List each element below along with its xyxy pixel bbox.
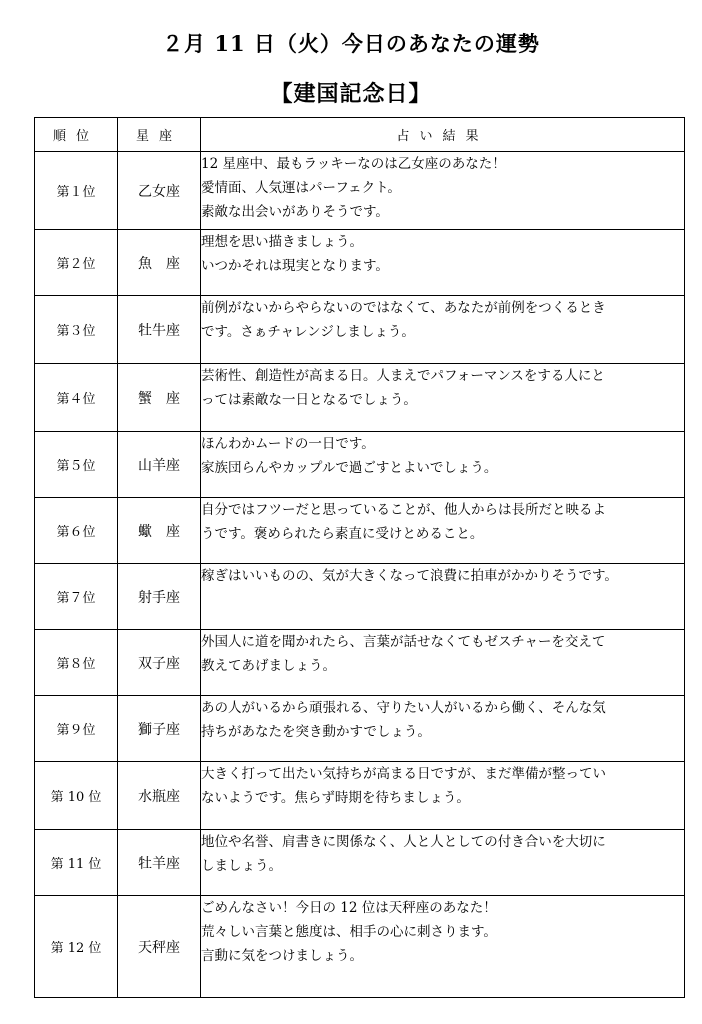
- fortune-text-line: 前例がないからやらないのではなくて、あなたが前例をつくるとき: [201, 300, 606, 316]
- fortune-text-cell: [201, 296, 685, 364]
- fortune-text-line: あの人がいるから頑張れる、守りたい人がいるから働く、そんな気: [201, 700, 606, 716]
- zodiac-sign-cell: 山羊座: [118, 432, 201, 498]
- zodiac-sign-cell: 蟹 座: [118, 364, 201, 432]
- fortune-text-cell: [201, 152, 685, 230]
- fortune-text-line: 稼ぎはいいものの、気が大きくなって浪費に拍車がかかりそうです。: [201, 568, 618, 584]
- fortune-text-line: うです。褒められたら素直に受けとめること。: [201, 526, 484, 542]
- table-row: [35, 152, 685, 230]
- zodiac-sign-cell: 乙女座: [118, 152, 201, 230]
- rank-cell: 第 11 位: [35, 830, 118, 896]
- fortune-text-line: です。さぁチャレンジしましょう。: [201, 324, 415, 340]
- rank-cell: 第２位: [35, 230, 118, 296]
- fortune-text-line: 愛情面、人気運はパーフェクト。: [201, 180, 401, 196]
- table-row: [35, 498, 685, 564]
- zodiac-sign-cell: 蠍 座: [118, 498, 201, 564]
- fortune-text-line: 荒々しい言葉と態度は、相手の心に刺さります。: [201, 924, 497, 940]
- table-row: [35, 230, 685, 296]
- fortune-text-line: ごめんなさい！今日の 12 位は天秤座のあなた！: [201, 900, 497, 916]
- fortune-text-line: 12 星座中、最もラッキーなのは乙女座のあなた！: [201, 156, 506, 172]
- zodiac-sign-cell: 獅子座: [118, 696, 201, 762]
- table-row: [35, 564, 685, 630]
- fortune-text-cell: [201, 896, 685, 998]
- fortune-text-line: 素敵な出会いがありそうです。: [201, 204, 389, 220]
- fortune-text-line: しましょう。: [201, 858, 282, 874]
- fortune-text-line: 持ちがあなたを突き動かすでしょう。: [201, 724, 431, 740]
- column-header-sign: 星座: [118, 118, 201, 152]
- page-subtitle: 【建国記念日】: [270, 81, 432, 107]
- fortune-text-cell: [201, 364, 685, 432]
- table-row: [35, 296, 685, 364]
- rank-cell: 第４位: [35, 364, 118, 432]
- table-header-row: [35, 118, 685, 152]
- zodiac-sign-cell: 魚 座: [118, 230, 201, 296]
- fortune-text-line: ほんわかムードの一日です。: [201, 436, 375, 452]
- rank-cell: 第９位: [35, 696, 118, 762]
- rank-cell: 第 12 位: [35, 896, 118, 998]
- fortune-text-cell: [201, 498, 685, 564]
- fortune-text-cell: [201, 696, 685, 762]
- page-title: ２月 11 日（火）今日のあなたの運勢: [162, 31, 540, 56]
- table-body: [35, 152, 685, 998]
- zodiac-sign-cell: 射手座: [118, 564, 201, 630]
- fortune-text-cell: [201, 564, 685, 630]
- zodiac-sign-cell: 水瓶座: [118, 762, 201, 830]
- fortune-text-cell: [201, 230, 685, 296]
- rank-cell: 第 10 位: [35, 762, 118, 830]
- zodiac-sign-cell: 双子座: [118, 630, 201, 696]
- table-row: [35, 896, 685, 998]
- fortune-text-line: 外国人に道を聞かれたら、言葉が話せなくてもゼスチャーを交えて: [201, 634, 606, 650]
- zodiac-sign-cell: 天秤座: [118, 896, 201, 998]
- fortune-text-line: いつかそれは現実となります。: [201, 258, 389, 274]
- fortune-text-line: 自分ではフツーだと思っていることが、他人からは長所だと映るよ: [201, 502, 606, 518]
- fortune-text-line: っては素敵な一日となるでしょう。: [201, 392, 417, 408]
- rank-cell: 第７位: [35, 564, 118, 630]
- fortune-text-line: ないようです。焦らず時期を待ちましょう。: [201, 790, 470, 806]
- fortune-text-cell: [201, 762, 685, 830]
- rank-cell: 第６位: [35, 498, 118, 564]
- fortune-text-cell: [201, 630, 685, 696]
- table-row: [35, 696, 685, 762]
- fortune-text-line: 言動に気をつけましょう。: [201, 948, 363, 964]
- rank-cell: 第５位: [35, 432, 118, 498]
- column-header-rank: 順位: [35, 118, 118, 152]
- table-row: [35, 432, 685, 498]
- fortune-text-cell: [201, 830, 685, 896]
- rank-cell: 第１位: [35, 152, 118, 230]
- fortune-text-line: 芸術性、創造性が高まる日。人まえでパフォーマンスをする人にと: [201, 368, 605, 384]
- table-row: [35, 762, 685, 830]
- rank-cell: 第３位: [35, 296, 118, 364]
- fortune-text-line: 理想を思い描きましょう。: [201, 234, 363, 250]
- fortune-table: [34, 117, 685, 998]
- fortune-text-line: 地位や名誉、肩書きに関係なく、人と人としての付き合いを大切に: [201, 834, 606, 850]
- table-row: [35, 630, 685, 696]
- fortune-text-line: 教えてあげましょう。: [201, 658, 336, 674]
- zodiac-sign-cell: 牡羊座: [118, 830, 201, 896]
- fortune-text-line: 大きく打って出たい気持ちが高まる日ですが、まだ準備が整ってい: [201, 766, 606, 782]
- table-row: [35, 364, 685, 432]
- fortune-text-line: 家族団らんやカップルで過ごすとよいでしょう。: [201, 460, 498, 476]
- rank-cell: 第８位: [35, 630, 118, 696]
- fortune-text-cell: [201, 432, 685, 498]
- zodiac-sign-cell: 牡牛座: [118, 296, 201, 364]
- column-header-result: 占い結果: [201, 118, 685, 152]
- table-row: [35, 830, 685, 896]
